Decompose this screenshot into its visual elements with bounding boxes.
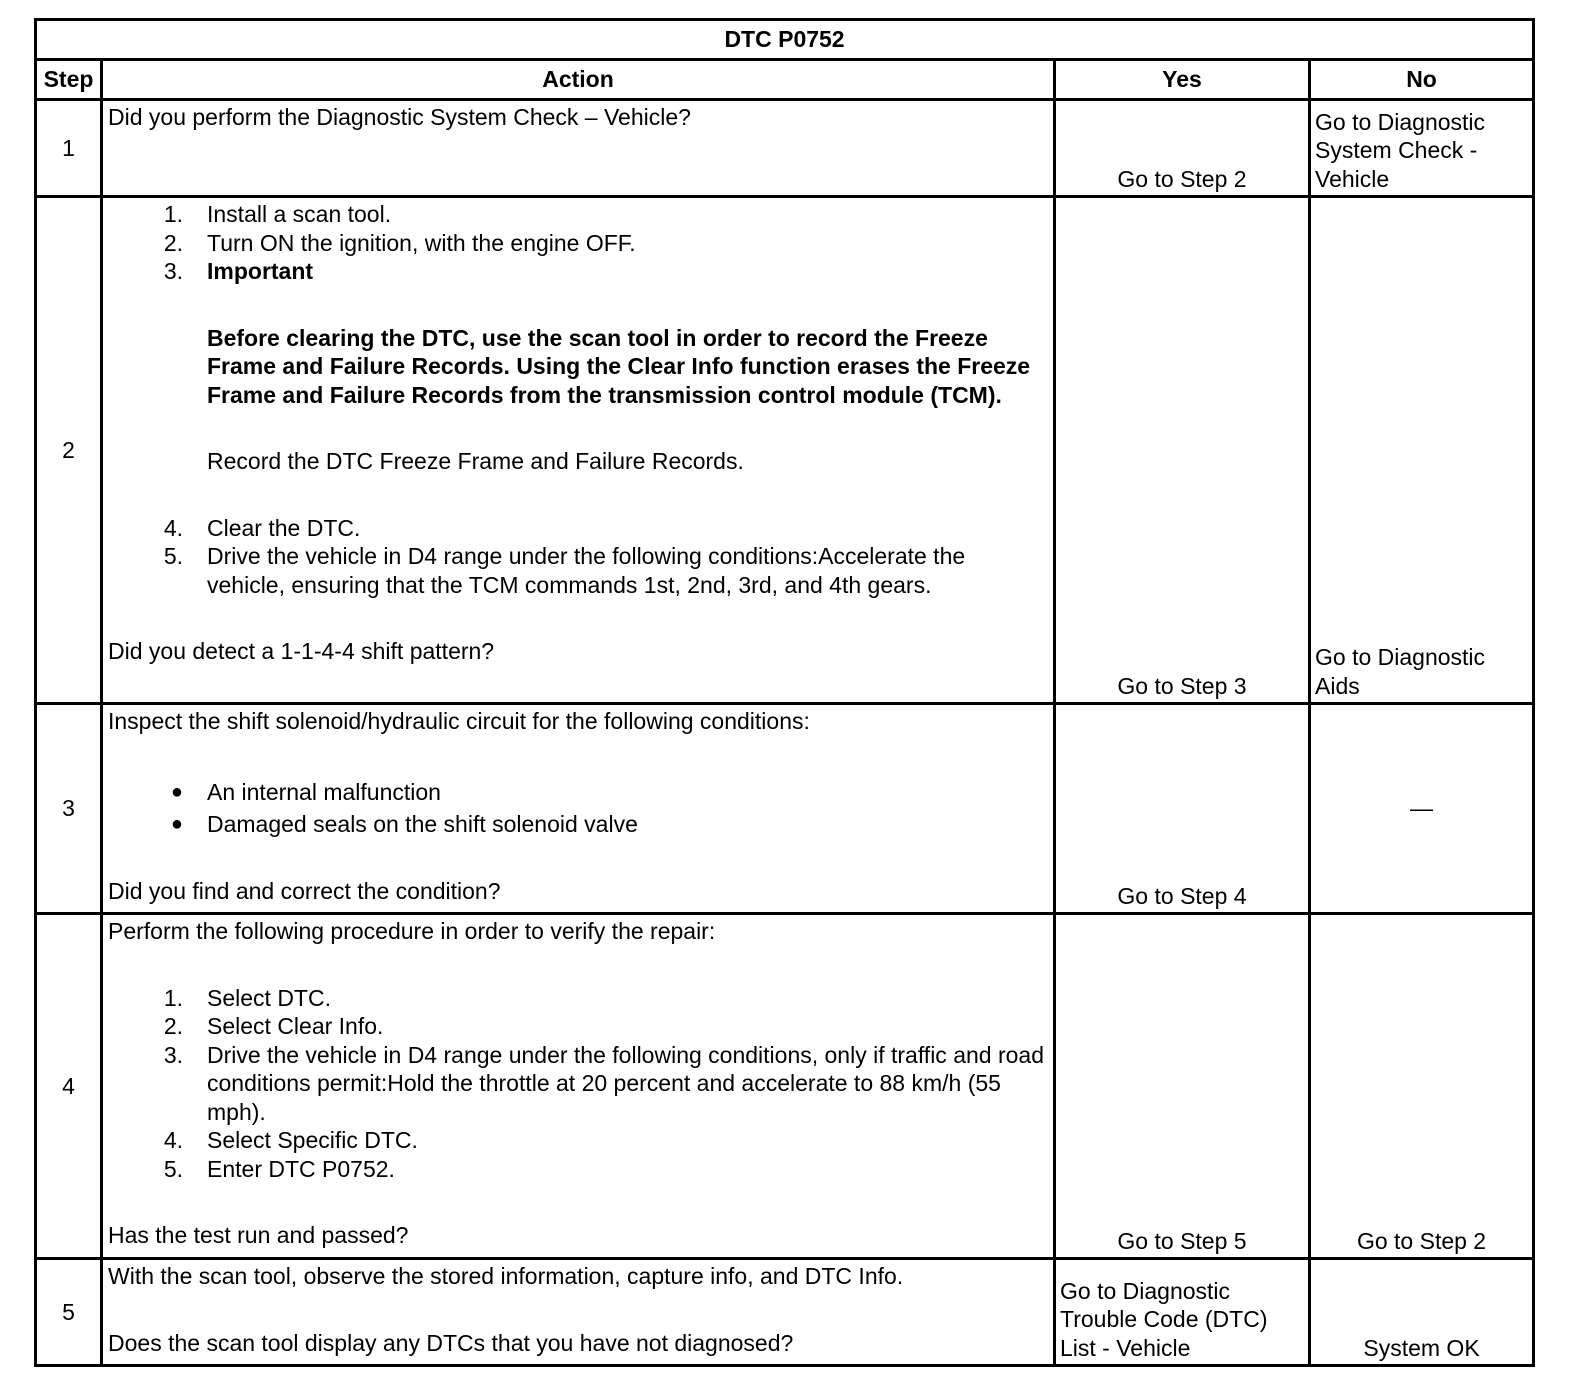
step-number: 1 — [36, 100, 102, 197]
intro-text: With the scan tool, observe the stored information, capture info, and DTC Info. — [108, 1263, 904, 1289]
no-cell: Go to Diagnostic System Check - Vehicle — [1310, 100, 1534, 197]
step-number: 2 — [36, 197, 102, 704]
step-number: 5 — [36, 1259, 102, 1366]
intro-text: Inspect the shift solenoid/hydraulic circuit for the following conditions: — [108, 708, 810, 734]
table-row — [36, 197, 1534, 704]
step-number: 3 — [36, 704, 102, 914]
record-instruction: Record the DTC Freeze Frame and Failure Records. — [207, 448, 744, 474]
no-cell: System OK — [1310, 1259, 1534, 1366]
bullet-item: ● An internal malfunction — [108, 778, 1049, 807]
question-text: Did you find and correct the condition? — [108, 877, 501, 904]
table-title: DTC P0752 — [36, 20, 1534, 60]
list-item: 1. Select DTC. — [163, 984, 331, 1011]
header-step: Step — [36, 60, 102, 100]
list-item: 4. Clear the DTC. — [163, 514, 361, 541]
yes-cell: Go to Step 4 — [1055, 704, 1310, 914]
bullet-item: ● Damaged seals on the shift solenoid valve — [108, 810, 1049, 839]
action-cell — [102, 100, 1055, 197]
table-row — [36, 914, 1534, 1259]
action-cell — [102, 704, 1055, 914]
no-cell: Go to Step 2 — [1310, 914, 1534, 1259]
header-action: Action — [102, 60, 1055, 100]
yes-cell: Go to Step 2 — [1055, 100, 1310, 197]
list-item: 5. Drive the vehicle in D4 range under the following conditions:Accelerate the vehicle, ensuring that the TCM commands 1st, 2nd, 3rd, and 4th gears. — [163, 543, 966, 598]
table-row — [36, 100, 1534, 197]
question-text: Has the test run and passed? — [108, 1222, 409, 1248]
yes-cell: Go to Step 5 — [1055, 914, 1310, 1259]
list-item: 5. Enter DTC P0752. — [163, 1155, 395, 1182]
question-text: Did you perform the Diagnostic System Check – Vehicle? — [108, 104, 691, 130]
table-row — [36, 704, 1534, 914]
list-item: 3. Drive the vehicle in D4 range under the following conditions, only if traffic and road conditions permit:Hold the throttle at 20 percent and accelerate to 88 km/h (55 mph). — [163, 1041, 1044, 1125]
yes-cell: Go to Diagnostic Trouble Code (DTC) List - Vehicle — [1055, 1259, 1310, 1366]
important-note: Before clearing the DTC, use the scan tool in order to record the Freeze Frame and Failure Records. Using the Clear Info function erases the Freeze Frame and Failure Records from the transmission control module (TCM). — [207, 324, 1031, 408]
action-cell — [102, 1259, 1055, 1366]
intro-text: Perform the following procedure in order to verify the repair: — [108, 918, 716, 944]
list-item: 1. Install a scan tool. — [163, 201, 392, 227]
question-text: Did you detect a 1-1-4-4 shift pattern? — [108, 638, 495, 664]
table-row — [36, 1259, 1534, 1366]
bullet-icon: ● — [170, 780, 183, 803]
dtc-table — [34, 18, 1535, 1367]
step-number: 4 — [36, 914, 102, 1259]
no-cell: — — [1310, 704, 1534, 914]
yes-cell: Go to Step 3 — [1055, 197, 1310, 704]
header-yes: Yes — [1055, 60, 1310, 100]
no-cell: Go to Diagnostic Aids — [1310, 197, 1534, 704]
action-cell — [102, 197, 1055, 704]
list-item: 4. Select Specific DTC. — [163, 1127, 418, 1153]
header-no: No — [1310, 60, 1534, 100]
bullet-icon: ● — [170, 813, 183, 835]
list-item: 3. Important — [108, 257, 1049, 286]
header-row — [36, 60, 1534, 100]
list-item: 2. Select Clear Info. — [163, 1013, 384, 1039]
action-cell — [102, 914, 1055, 1259]
question-text: Does the scan tool display any DTCs that you have not diagnosed? — [108, 1329, 794, 1356]
list-item: 2. Turn ON the ignition, with the engine OFF. — [163, 229, 636, 256]
important-label: Important — [207, 258, 314, 284]
